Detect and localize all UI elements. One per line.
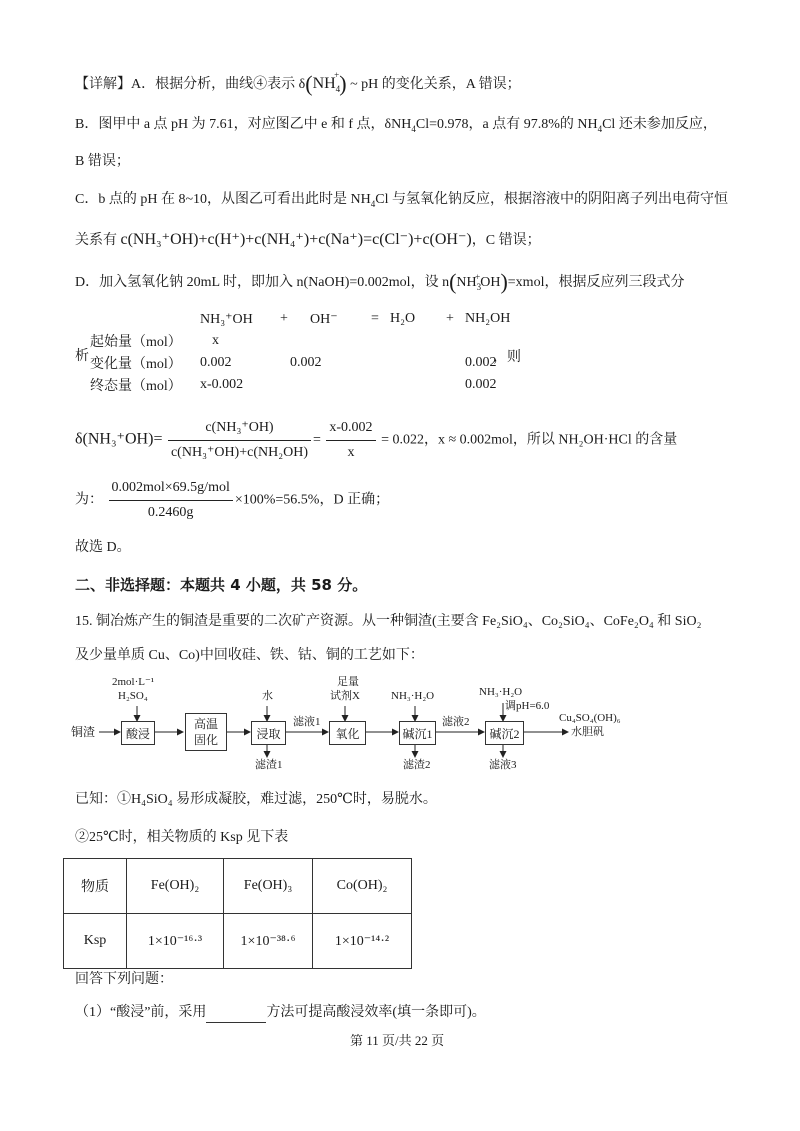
flow-filtrate-1: 滤液1 — [293, 716, 321, 728]
table-cell: Ksp — [64, 914, 127, 969]
denominator: 0.2460g — [147, 505, 194, 520]
text: Cl=0.978，a 点有 97.8%的 NH — [415, 117, 598, 132]
charge-balance-equation — [75, 230, 541, 251]
ksp-table — [63, 858, 412, 969]
denominator: x — [347, 445, 355, 460]
cell: x-0.002 — [200, 377, 244, 392]
text: （1）“酸浸”前，采用 — [75, 1005, 207, 1020]
known-2: ②25℃时，相关物质的 Ksp 见下表 — [75, 830, 289, 845]
conclusion: 故选 D。 — [75, 540, 131, 555]
table-header: Fe(OH)₃ — [224, 859, 313, 914]
flow-reagent-water: 水 — [262, 690, 273, 702]
text: 方法可提高酸浸效率(填一条即可)。 — [266, 1005, 486, 1020]
cell — [280, 330, 360, 352]
cell: 0.002 — [465, 377, 497, 392]
delta-formula: δ(NH₃⁺OH)= $\frac{\text{c(NH₃⁺OH)}}{\text{c(NH₃⁺OH)+c(NH₂OH)}}$ = $\frac{x-0.002}{x}$ = 0.022，x ≈ 0.002mol，所以 NH₂OH·HCl 的含量 — [75, 418, 677, 463]
cell: 0.002 — [200, 355, 232, 370]
cell: 0.002 — [465, 355, 497, 370]
table-header: 物质 — [64, 859, 127, 914]
text: Cl 还未参加反应， — [602, 117, 717, 132]
numerator: x-0.002 — [326, 418, 375, 441]
then-text: ，则 — [493, 350, 521, 365]
row-label: 变化量（mol） — [90, 357, 182, 372]
flow-ph-adjust: 调pH=6.0 — [505, 700, 550, 712]
section-heading: 二、非选择题：本题共 4 小题，共 58 分。 — [75, 576, 368, 594]
table-header-row — [64, 859, 412, 914]
text: C．b 点的 pH 在 8~10，从图乙可看出此时是 NH — [75, 192, 371, 207]
flow-residue-1: 滤渣1 — [255, 759, 283, 771]
reaction-header — [90, 308, 535, 330]
fraction-content — [109, 478, 233, 523]
flow-reagent-ammonia-2: NH₃·H₂O — [479, 686, 523, 698]
table-row — [64, 914, 412, 969]
denominator: c(NH₃⁺OH)+c(NH₂OH) — [170, 445, 308, 460]
operator: = — [371, 311, 379, 326]
side-char: 析 — [75, 349, 89, 364]
table-header: Co(OH)₂ — [313, 859, 412, 914]
explanation-c: C．b 点的 pH 在 8~10，从图乙可看出此时是 $NH_4Cl$ 与氢氧化钠反应，根据溶液中的阴阳离子列出电荷守恒 — [75, 192, 728, 209]
cell — [360, 330, 465, 352]
flow-reagent-x-a: 足量 — [337, 676, 359, 688]
fraction-delta — [168, 418, 311, 463]
numerator: c(NH₃⁺OH) — [168, 418, 311, 441]
flow-filtrate-2: 滤液2 — [442, 716, 470, 728]
table-cell: 1×10⁻³⁸·⁶ — [224, 914, 313, 969]
row-label: 起始量（mol） — [90, 335, 182, 350]
species: NH₂OH — [465, 311, 511, 326]
result-text: = 0.022，x ≈ 0.002mol，所以 NH₂OH·HCl 的含量 — [381, 432, 678, 448]
reaction-row-final — [90, 374, 535, 396]
flow-step-acid-leach: 酸浸 — [121, 721, 155, 745]
text: D．加入氢氧化钠 20mL 时，即加入 n(NaOH)=0.002mol，设 n — [75, 275, 450, 290]
answer-blank[interactable] — [206, 1008, 266, 1023]
content-formula — [75, 478, 389, 523]
table-header: Fe(OH)₂ — [127, 859, 224, 914]
text: B．图甲中 a 点 pH 为 7.61，对应图乙中 e 和 f 点，δNH — [75, 117, 412, 132]
flow-step-high-temp — [185, 713, 227, 751]
known-1: 已知：①H₄SiO₄ 易形成凝胶，难过滤，250℃时，易脱水。 — [75, 792, 437, 807]
text: ~ pH 的变化关系，A 错误； — [350, 77, 521, 92]
text: 固化 — [193, 733, 218, 747]
page-footer: 第 11 页/共 22 页 — [350, 1033, 445, 1048]
operator: + — [280, 311, 288, 326]
flow-reagent-1a: 2mol·L⁻¹ — [112, 676, 155, 688]
flow-product-formula: Cu₄SO₄(OH)₆ — [559, 712, 621, 724]
species: NH₃⁺OH — [200, 311, 253, 327]
numerator: 0.002mol×69.5g/mol — [109, 478, 233, 501]
detail-label: 【详解】 — [75, 77, 131, 92]
cell: x — [212, 333, 219, 348]
text: A．根据分析，曲线④表示 — [131, 77, 296, 92]
explanation-a: 【详解】A．根据分析，曲线④表示 $\delta(NH_4^+)$ ~ pH 的变化关系，A 错误； — [75, 70, 521, 96]
equation: c(NH₃⁺OH)+c(H⁺)+c(NH₄⁺)+c(Na⁺)=c(Cl⁻)+c(OH⁻) — [120, 231, 472, 248]
text: 高温 — [193, 717, 218, 731]
question-15-line1: 15. 铜冶炼产生的铜渣是重要的二次矿产资源。从一种铜渣(主要含 Fe₂SiO₄、Co₂SiO₄、CoFe₂O₄ 和 SiO₂ — [75, 614, 702, 629]
explanation-b: B．图甲中 a 点 pH 为 7.61，对应图乙中 e 和 f 点，δNH$_4$Cl=0.978，a 点有 97.8%的 $NH_4Cl$ 还未参加反应， — [75, 117, 717, 134]
reaction-table — [90, 308, 535, 396]
species: OH⁻ — [310, 311, 338, 327]
answer-prompt: 回答下列问题： — [75, 972, 173, 987]
text: ×100%=56.5%，D 正确； — [234, 492, 390, 508]
flow-reagent-x-b: 试剂X — [330, 690, 360, 702]
explanation-b-cont: B 错误； — [75, 154, 130, 169]
text: 关系有 — [75, 233, 117, 248]
table-cell: 1×10⁻¹⁶·³ — [127, 914, 224, 969]
cell — [360, 352, 465, 374]
reaction-row-change — [90, 352, 535, 374]
text: Cl 与氢氧化钠反应，根据溶液中的阴阳离子列出电荷守恒 — [375, 192, 728, 207]
operator: + — [446, 311, 454, 326]
text: 为： — [75, 492, 103, 508]
table-cell: 1×10⁻¹⁴·² — [313, 914, 412, 969]
species: H₂O — [390, 311, 416, 326]
flow-step-oxidize: 氧化 — [329, 721, 366, 745]
cell — [280, 374, 360, 396]
cell — [360, 374, 465, 396]
cell: 0.002 — [290, 355, 322, 370]
flow-reagent-ammonia-1: NH₃·H₂O — [391, 690, 435, 702]
flow-filtrate-3: 滤液3 — [489, 759, 517, 771]
flow-step-alkali-1: 碱沉1 — [399, 721, 436, 745]
text: =xmol，根据反应列三段式分 — [507, 275, 685, 290]
sub-question-1 — [75, 1003, 486, 1023]
flow-step-extract: 浸取 — [251, 721, 286, 745]
text: ，C 错误； — [471, 233, 541, 248]
flow-step-alkali-2: 碱沉2 — [485, 721, 524, 745]
question-15-line2: 及少量单质 Cu、Co)中回收硅、铁、钴、铜的工艺如下： — [75, 648, 424, 663]
lhs: δ(NH₃⁺OH)= — [75, 430, 163, 448]
flow-start: 铜渣 — [71, 725, 96, 739]
flow-residue-2: 滤渣2 — [403, 759, 431, 771]
reaction-row-initial — [90, 330, 535, 352]
fraction-x — [326, 418, 375, 463]
flow-reagent-1b: H₂SO₄ — [118, 690, 148, 702]
row-label: 终态量（mol） — [90, 379, 182, 394]
flow-product-name: 水胆矾 — [571, 726, 604, 738]
explanation-d: D．加入氢氧化钠 20mL 时，即加入 n(NaOH)=0.002mol，设 $n(NH_3^+OH)=xmol$，根据反应列三段式分 — [75, 269, 685, 294]
